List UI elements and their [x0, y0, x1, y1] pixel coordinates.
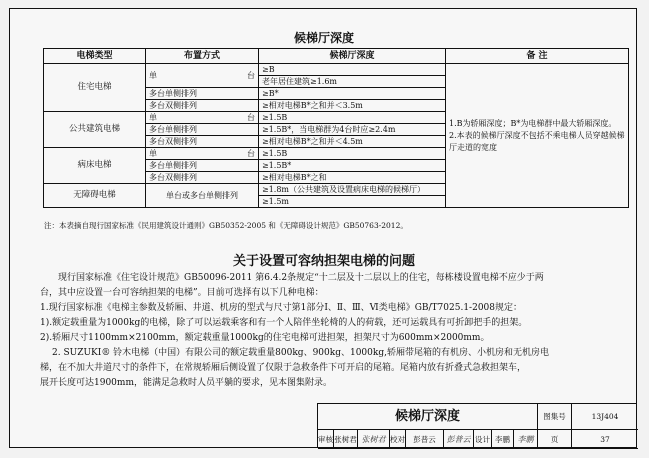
depth-cell: ≥相对电梯B*之和并＜4.5m — [259, 136, 446, 148]
paragraph-line: 2).轿厢尺寸1100mm×2100mm，额定载重量1000kg的住宅电梯可进担架，担架尺寸为600mm×2000mm。 — [40, 333, 490, 343]
mode-cell: 单 台 — [146, 148, 259, 160]
depth-cell: ≥1.5B* — [259, 160, 446, 172]
review-label: 审核 — [318, 430, 334, 449]
review-name: 张树君 — [334, 430, 358, 449]
type-cell-public: 公共建筑电梯 — [44, 112, 146, 148]
depth-cell: ≥相对电梯B*之和并＜3.5m — [259, 100, 446, 112]
paragraph-line: 1).额定载重量为1000kg的电梯，除了可以运载乘客和有一个人陪伴坐轮椅的人的荷载，还可运载具有可折卸把手的担架。 — [40, 318, 528, 328]
table-row — [44, 64, 629, 76]
depth-cell: ≥1.5B — [259, 148, 446, 160]
table-title: 候梯厅深度 — [293, 31, 354, 45]
header-remarks: 备 注 — [446, 49, 629, 64]
title-block — [317, 403, 637, 448]
paragraph-line: 现行国家标准《住宅设计规范》GB50096-2011 第6.4.2条规定“十二层及十二层以上的住宅，每栋楼设置电梯不应少于两 — [58, 273, 544, 283]
mode-cell: 单 台 — [146, 112, 259, 124]
title-block-title: 候梯厅深度 — [318, 404, 538, 430]
depth-cell: ≥1.5B*，当电梯群为4台时应≥2.4m — [259, 124, 446, 136]
review-signature: 张树君 — [358, 430, 390, 449]
page-number: 37 — [572, 430, 638, 449]
depth-cell: ≥B* — [259, 88, 446, 100]
type-cell-residential: 住宅电梯 — [44, 64, 146, 112]
mode-cell: 单 台 — [146, 64, 259, 88]
paragraph-line: 1.现行国家标准《电梯主参数及轿厢、井道、机房的型式与尺寸第1部分Ⅰ、Ⅱ、Ⅲ、Ⅵ类电梯》GB/T7025.1-2008规定： — [40, 303, 522, 313]
paragraph-line: 展开长度可达1900mm，能满足急救时人员平躺的要求，见本图集附录。 — [40, 378, 332, 388]
mode-cell: 单台或多台单侧排列 — [146, 184, 259, 208]
drawing-sheet — [9, 8, 637, 448]
depth-cell: ≥B — [259, 64, 446, 76]
page-label: 页 — [538, 430, 572, 449]
depth-cell: ≥1.8m（公共建筑及设置病床电梯的候梯厅） — [259, 184, 446, 196]
paragraph-line: 2. SUZUKI® 铃木电梯（中国）有限公司的额定载重量800kg、900kg、1000kg,轿厢带尾箱的有机房、小机房和无机房电 — [52, 348, 549, 358]
design-label: 设计 — [474, 430, 492, 449]
elevator-lobby-depth-table — [43, 48, 629, 208]
remarks-cell — [446, 64, 629, 208]
type-cell-accessible: 无障碍电梯 — [44, 184, 146, 208]
paragraph-line: 台，其中应设置一台可容纳担架的电梯”。目前可选择有以下几种电梯： — [40, 288, 324, 298]
header-arrangement: 布置方式 — [146, 49, 259, 64]
mode-cell: 多台双侧排列 — [146, 136, 259, 148]
mode-cell: 多台单侧排列 — [146, 88, 259, 100]
check-label: 校对 — [390, 430, 406, 449]
atlas-number-value: 13J404 — [572, 404, 638, 430]
paragraph-line: 梯，在不加大井道尺寸的条件下，在常规轿厢后侧设置了仅限于急救条件下可开启的尾箱。尾箱内放有折叠式急救担架车， — [40, 363, 527, 373]
design-name: 李鹏 — [492, 430, 514, 449]
header-lobby-depth: 候梯厅深度 — [259, 49, 446, 64]
mode-cell: 多台单侧排列 — [146, 124, 259, 136]
type-cell-hospital-bed: 病床电梯 — [44, 148, 146, 184]
mode-cell: 多台双侧排列 — [146, 100, 259, 112]
remark-line-1: 1.B为轿厢深度；B*为电梯群中最大轿厢深度。 — [449, 118, 617, 128]
depth-cell: ≥1.5m — [259, 196, 446, 208]
table-footnote: 注：本表摘自现行国家标准《民用建筑设计通则》GB50352-2005 和《无障碍设计规范》GB50763-2012。 — [44, 221, 408, 230]
design-signature: 李鹏 — [514, 430, 538, 449]
header-elevator-type: 电梯类型 — [44, 49, 146, 64]
check-signature: 彭普云 — [444, 430, 474, 449]
mode-cell: 多台单侧排列 — [146, 160, 259, 172]
atlas-number-label: 图集号 — [538, 404, 572, 430]
depth-cell: ≥1.5B — [259, 112, 446, 124]
mode-cell: 多台双侧排列 — [146, 172, 259, 184]
depth-cell: 老年居住建筑≥1.6m — [259, 76, 446, 88]
table-header-row — [44, 49, 629, 64]
check-name: 彭普云 — [406, 430, 444, 449]
depth-cell: ≥相对电梯B*之和 — [259, 172, 446, 184]
section-title: 关于设置可容纳担架电梯的问题 — [232, 254, 415, 269]
remark-line-2: 2.本表的候梯厅深度不包括不乘电梯人员穿越候梯厅走道的宽度 — [449, 130, 625, 152]
